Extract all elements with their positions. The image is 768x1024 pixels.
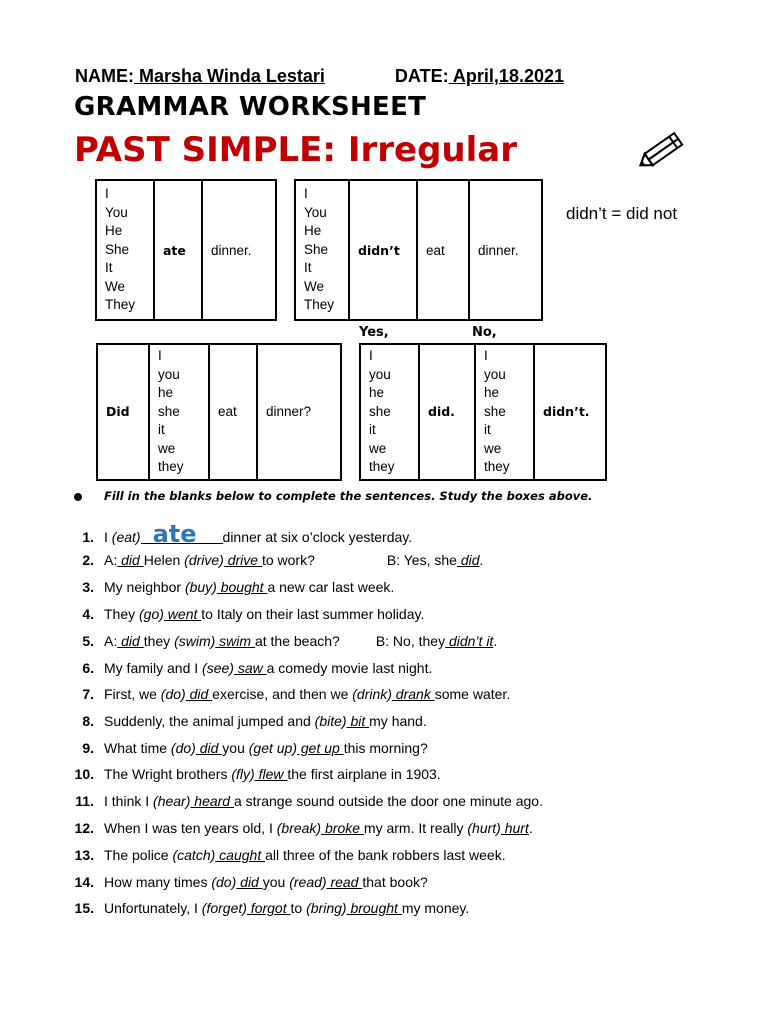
answer-blank: get up — [297, 740, 344, 756]
no-label: No, — [472, 325, 497, 340]
sentence-text: . — [493, 633, 498, 649]
verb-prompt: (catch) — [172, 847, 216, 863]
exercise-number: 10. — [74, 766, 94, 782]
sentence-text: this morning? — [343, 740, 428, 756]
answer-blank: drive — [223, 552, 262, 568]
subject-word: We — [304, 278, 325, 294]
verb-prompt: (drive) — [184, 552, 224, 568]
answer-blank: went — [163, 606, 202, 622]
sentence-text: that book? — [362, 874, 428, 890]
sentence-text: all three of the bank robbers last week. — [265, 847, 506, 863]
subject-word: he — [484, 385, 500, 400]
exercise-item — [70, 713, 427, 729]
pencil-icon — [634, 124, 694, 176]
answer-blank: did — [117, 633, 144, 649]
exercise-number: 7. — [82, 686, 94, 702]
subject-word: We — [105, 278, 126, 294]
sentence-text: they — [143, 633, 175, 649]
exercise-number: 4. — [82, 606, 94, 622]
verb-prompt: (read) — [289, 874, 327, 890]
subject-word: we — [158, 440, 176, 456]
verb-prompt: (eat) — [111, 529, 141, 545]
object-cell: dinner. — [202, 180, 276, 320]
subject-list — [295, 180, 349, 320]
sentence-text: Suddenly, the animal jumped and — [104, 713, 315, 729]
sentence-text: a comedy movie last night. — [266, 660, 433, 676]
subject-word: they — [369, 459, 395, 474]
answer-blank: flew — [254, 766, 288, 782]
sentence-text: The police — [104, 847, 173, 863]
subject-word: she — [158, 403, 180, 419]
date-label: DATE: — [394, 66, 449, 86]
negative-table — [294, 179, 543, 321]
name-date-line — [75, 66, 564, 87]
verb-prompt: (drink) — [352, 686, 392, 702]
exercise-number: 12. — [74, 820, 94, 836]
sentence-text: I — [104, 529, 112, 545]
sentence-text: What time — [104, 740, 171, 756]
yes-aux-cell: did. — [419, 344, 475, 480]
answer-blank: did — [117, 552, 144, 568]
answer-blank: caught — [215, 847, 266, 863]
subject-word: I — [304, 186, 308, 202]
answer-blank: did — [185, 686, 213, 702]
exercise-number: 5. — [82, 633, 94, 649]
subject-word: they — [158, 459, 184, 474]
bullet-icon — [74, 493, 82, 501]
exercise-number: 14. — [74, 874, 94, 890]
subject-word: he — [158, 385, 174, 400]
subject-word: He — [105, 223, 123, 239]
subject-word: I — [105, 186, 109, 202]
sentence-text: the first airplane in 1903. — [287, 766, 441, 782]
answer-blank: swim — [215, 633, 255, 649]
sentence-text: dinner at six o’clock — [222, 529, 345, 545]
worksheet-subtitle: PAST SIMPLE: Irregular — [74, 130, 517, 170]
subject-list — [475, 344, 534, 480]
answer-blank: bought — [216, 579, 268, 595]
instruction: Fill in the blanks below to complete the sentences. Study the boxes above. — [104, 489, 593, 503]
exercise-item — [70, 847, 506, 863]
exercise-item — [70, 686, 510, 702]
exercise-item — [70, 820, 533, 836]
exercise-item — [70, 579, 394, 595]
answer-blank: brought — [346, 900, 402, 916]
sentence-text: my money. — [401, 900, 470, 916]
exercise-item — [70, 606, 424, 622]
exercise-number: 6. — [82, 660, 94, 676]
subject-word: she — [369, 403, 391, 419]
subject-word: we — [484, 440, 502, 456]
sentence-text: B: No, they — [375, 633, 446, 649]
exercise-number: 13. — [74, 847, 94, 863]
verb-prompt: (buy) — [184, 579, 217, 595]
subject-list — [149, 344, 209, 480]
affirmative-table — [95, 179, 277, 321]
verb-prompt: (bring) — [306, 900, 347, 916]
verb-prompt: (go) — [139, 606, 164, 622]
sentence-text: A: — [104, 633, 118, 649]
verb-cell: eat — [417, 180, 469, 320]
exercise-item — [70, 766, 441, 782]
answer-blank: drank — [391, 686, 435, 702]
subject-word: They — [304, 297, 335, 313]
subject-word: She — [105, 241, 130, 257]
name-label: NAME: — [75, 66, 134, 86]
exercise-item — [70, 520, 413, 548]
subject-word: they — [484, 459, 510, 474]
sentence-text: A: — [104, 552, 118, 568]
answer-blank: hurt — [500, 820, 529, 836]
exercise-item — [70, 740, 428, 756]
subject-word: it — [158, 422, 165, 437]
answer-blank: saw — [233, 660, 267, 676]
verb-prompt: (forget) — [201, 900, 247, 916]
sentence-text: Helen — [143, 552, 185, 568]
exercise-item — [70, 793, 543, 809]
sentence-text: you — [262, 874, 290, 890]
sentence-text: Unfortunately, I — [104, 900, 202, 916]
exercise-number: 2. — [82, 552, 94, 568]
sentence-text: a strange sound outside the door one minute ago. — [233, 793, 543, 809]
question-table — [96, 343, 342, 481]
exercise-item — [70, 660, 432, 676]
subject-word: They — [105, 297, 136, 313]
object-cell: dinner? — [257, 344, 341, 480]
sentence-text: to work? — [261, 552, 315, 568]
exercise-number: 1. — [82, 529, 94, 545]
exercise-number: 3. — [82, 579, 94, 595]
subject-word: you — [369, 366, 391, 382]
subject-word: She — [304, 241, 329, 257]
answer-blank: bit — [346, 713, 370, 729]
verb-prompt: (fly) — [231, 766, 255, 782]
subject-word: It — [304, 260, 312, 276]
answer-blank: did — [195, 740, 223, 756]
answer-blank: broke — [321, 820, 364, 836]
subject-word: I — [158, 348, 162, 363]
short-answer-table — [359, 343, 607, 481]
sentence-text: First, we — [104, 686, 161, 702]
sentence-text: at the beach? — [254, 633, 340, 649]
sentence-text: to Italy on their last summer holiday. — [201, 606, 425, 622]
subject-list — [360, 344, 419, 480]
name-value: Marsha Winda Lestari — [134, 66, 325, 86]
sentence-text: you — [222, 740, 249, 756]
sentence-text: yesterday. — [344, 529, 413, 545]
verb-cell: ate — [154, 180, 202, 320]
sentence-text: They — [104, 606, 140, 622]
exercise-item — [70, 552, 483, 568]
sentence-text: My family and I — [104, 660, 203, 676]
answer-blank: heard — [190, 793, 234, 809]
subject-word: we — [369, 440, 387, 456]
verb-prompt: (do) — [160, 686, 186, 702]
sentence-text: my arm. It really — [363, 820, 468, 836]
subject-word: it — [484, 422, 491, 437]
sentence-text: a new car last week. — [267, 579, 395, 595]
sentence-text: exercise, and then we — [212, 686, 353, 702]
answer-blank: did — [236, 874, 263, 890]
verb-cell: eat — [209, 344, 257, 480]
subject-word: he — [369, 385, 385, 400]
exercise-item — [70, 874, 428, 890]
yes-label: Yes, — [359, 325, 389, 340]
sentence-text: How many times — [104, 874, 212, 890]
object-cell: dinner. — [469, 180, 542, 320]
verb-prompt: (get up) — [248, 740, 297, 756]
subject-word: It — [105, 260, 113, 276]
worksheet-title: GRAMMAR WORKSHEET — [74, 92, 427, 122]
subject-word: You — [105, 204, 128, 220]
subject-word: it — [369, 422, 376, 437]
verb-prompt: (bite) — [314, 713, 347, 729]
did-not-note: didn’t = did not — [566, 204, 678, 223]
verb-prompt: (break) — [276, 820, 322, 836]
sentence-text: B: Yes, she — [386, 552, 457, 568]
verb-prompt: (see) — [202, 660, 234, 676]
sentence-text: My neighbor — [104, 579, 185, 595]
subject-word: You — [304, 204, 327, 220]
exercise-number: 8. — [82, 713, 94, 729]
exercise-number: 15. — [74, 900, 94, 916]
sentence-text: When I was ten years old, I — [104, 820, 277, 836]
sentence-text: some water. — [434, 686, 511, 702]
exercise-number: 11. — [75, 793, 94, 809]
handwritten-answer: ate — [141, 525, 223, 544]
sentence-text: to — [290, 900, 307, 916]
sentence-text: The Wright brothers — [104, 766, 232, 782]
sentence-text: I think I — [104, 793, 154, 809]
answer-blank: read — [326, 874, 363, 890]
subject-word: you — [158, 366, 180, 382]
subject-word: I — [484, 348, 488, 363]
aux-cell: didn’t — [349, 180, 417, 320]
exercise-number: 9. — [82, 740, 94, 756]
aux-cell: Did — [97, 344, 149, 480]
exercise-item — [70, 900, 469, 916]
verb-prompt: (swim) — [174, 633, 216, 649]
verb-prompt: (do) — [211, 874, 237, 890]
subject-word: she — [484, 403, 506, 419]
answer-blank: didn’t it — [445, 633, 494, 649]
verb-prompt: (do) — [170, 740, 196, 756]
sentence-text: . — [479, 552, 484, 568]
answer-blank: did — [456, 552, 480, 568]
exercise-item — [70, 633, 497, 649]
subject-word: I — [369, 348, 373, 363]
date-value: April,18.2021 — [448, 66, 564, 86]
answer-blank: forgot — [246, 900, 291, 916]
subject-list — [96, 180, 154, 320]
verb-prompt: (hear) — [153, 793, 191, 809]
sentence-text: my hand. — [369, 713, 427, 729]
subject-word: He — [304, 223, 322, 239]
subject-word: you — [484, 366, 506, 382]
verb-prompt: (hurt) — [467, 820, 501, 836]
sentence-text: . — [528, 820, 533, 836]
no-aux-cell: didn’t. — [534, 344, 606, 480]
